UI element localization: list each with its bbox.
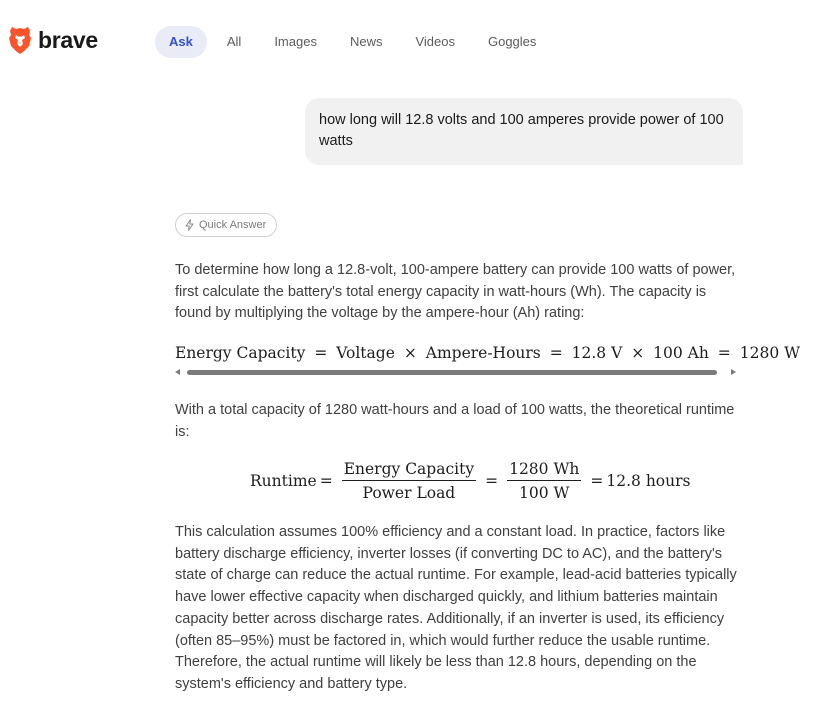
tab-images[interactable]: Images: [274, 34, 317, 49]
energy-capacity-equation: [175, 344, 800, 362]
tab-all[interactable]: All: [226, 34, 242, 49]
eq2-numerator-numeric: 1280 Wh: [507, 460, 581, 481]
eq1-equals-3: =: [717, 344, 731, 362]
eq1-lhs: Energy Capacity: [175, 344, 306, 362]
search-type-tabs: [155, 26, 556, 58]
eq1-term-ah-value: 100 Ah: [653, 344, 709, 362]
user-query-bubble: how long will 12.8 volts and 100 amperes provide power of 100 watts: [305, 98, 743, 165]
eq2-equals-2: =: [485, 472, 499, 490]
eq2-equals-1: =: [319, 472, 333, 490]
answer-paragraph-1: To determine how long a 12.8-volt, 100-ampere battery can provide 100 watts of power, first calculate the battery's total energy capacity in watt-hours (Wh). The capacity is found by multiplying the voltage by the ampere-hour (Ah) rating:: [175, 262, 736, 322]
scrollbar-thumb[interactable]: [187, 370, 717, 375]
bolt-icon: [185, 219, 194, 231]
runtime-equation: [250, 460, 690, 502]
scroll-right-arrow-icon[interactable]: [731, 369, 736, 375]
eq2-fraction-numeric: [507, 460, 581, 502]
eq2-lhs: Runtime: [250, 472, 317, 490]
quick-answer-label: Quick Answer: [199, 219, 267, 231]
tab-goggles[interactable]: Goggles: [487, 34, 537, 49]
eq1-equals-2: =: [549, 344, 563, 362]
eq2-fraction-symbolic: [342, 460, 476, 502]
brave-logo[interactable]: [8, 26, 98, 55]
eq2-denominator-symbolic: Power Load: [362, 484, 456, 502]
eq1-equals-1: =: [314, 344, 328, 362]
eq1-times-1: ×: [403, 344, 417, 362]
answer-paragraph-3: This calculation assumes 100% efficiency and a constant load. In practice, factors like battery discharge efficiency, inverter losses (if converting DC to AC), and the battery's state of charge can reduce the actual runtime. For example, lead-acid batteries typically have lower effective capacity when discharged quickly, and lithium batteries maintain capacity better across discharge rates. Additionally, if an inverter is used, its efficiency (often 85–95%) must be factored in, which would further reduce the usable runtime. Therefore, the actual runtime will likely be less than 12.8 hours, depending on the system's efficiency and battery type.: [175, 524, 737, 692]
tab-videos[interactable]: Videos: [415, 34, 455, 49]
quick-answer-badge: [175, 213, 277, 237]
tab-news[interactable]: News: [349, 34, 383, 49]
eq2-numerator-symbolic: Energy Capacity: [342, 460, 476, 481]
eq1-term-voltage: Voltage: [336, 344, 395, 362]
eq1-term-ampere-hours: Ampere-Hours: [425, 344, 541, 362]
brave-lion-icon: [8, 26, 32, 55]
eq1-times-2: ×: [631, 344, 645, 362]
eq2-denominator-numeric: 100 W: [519, 484, 570, 502]
eq1-result: 1280 W: [739, 344, 801, 362]
eq2-equals-3: =: [590, 472, 604, 490]
scroll-left-arrow-icon[interactable]: [175, 369, 180, 375]
equation-horizontal-scrollbar[interactable]: [175, 368, 740, 376]
brand-name: brave: [38, 27, 98, 53]
tab-ask[interactable]: Ask: [155, 26, 207, 58]
eq1-term-volts-value: 12.8 V: [571, 344, 623, 362]
answer-paragraph-2: With a total capacity of 1280 watt-hours and a load of 100 watts, the theoretical runtime is:: [175, 402, 735, 440]
eq2-result: 12.8 hours: [606, 472, 691, 490]
